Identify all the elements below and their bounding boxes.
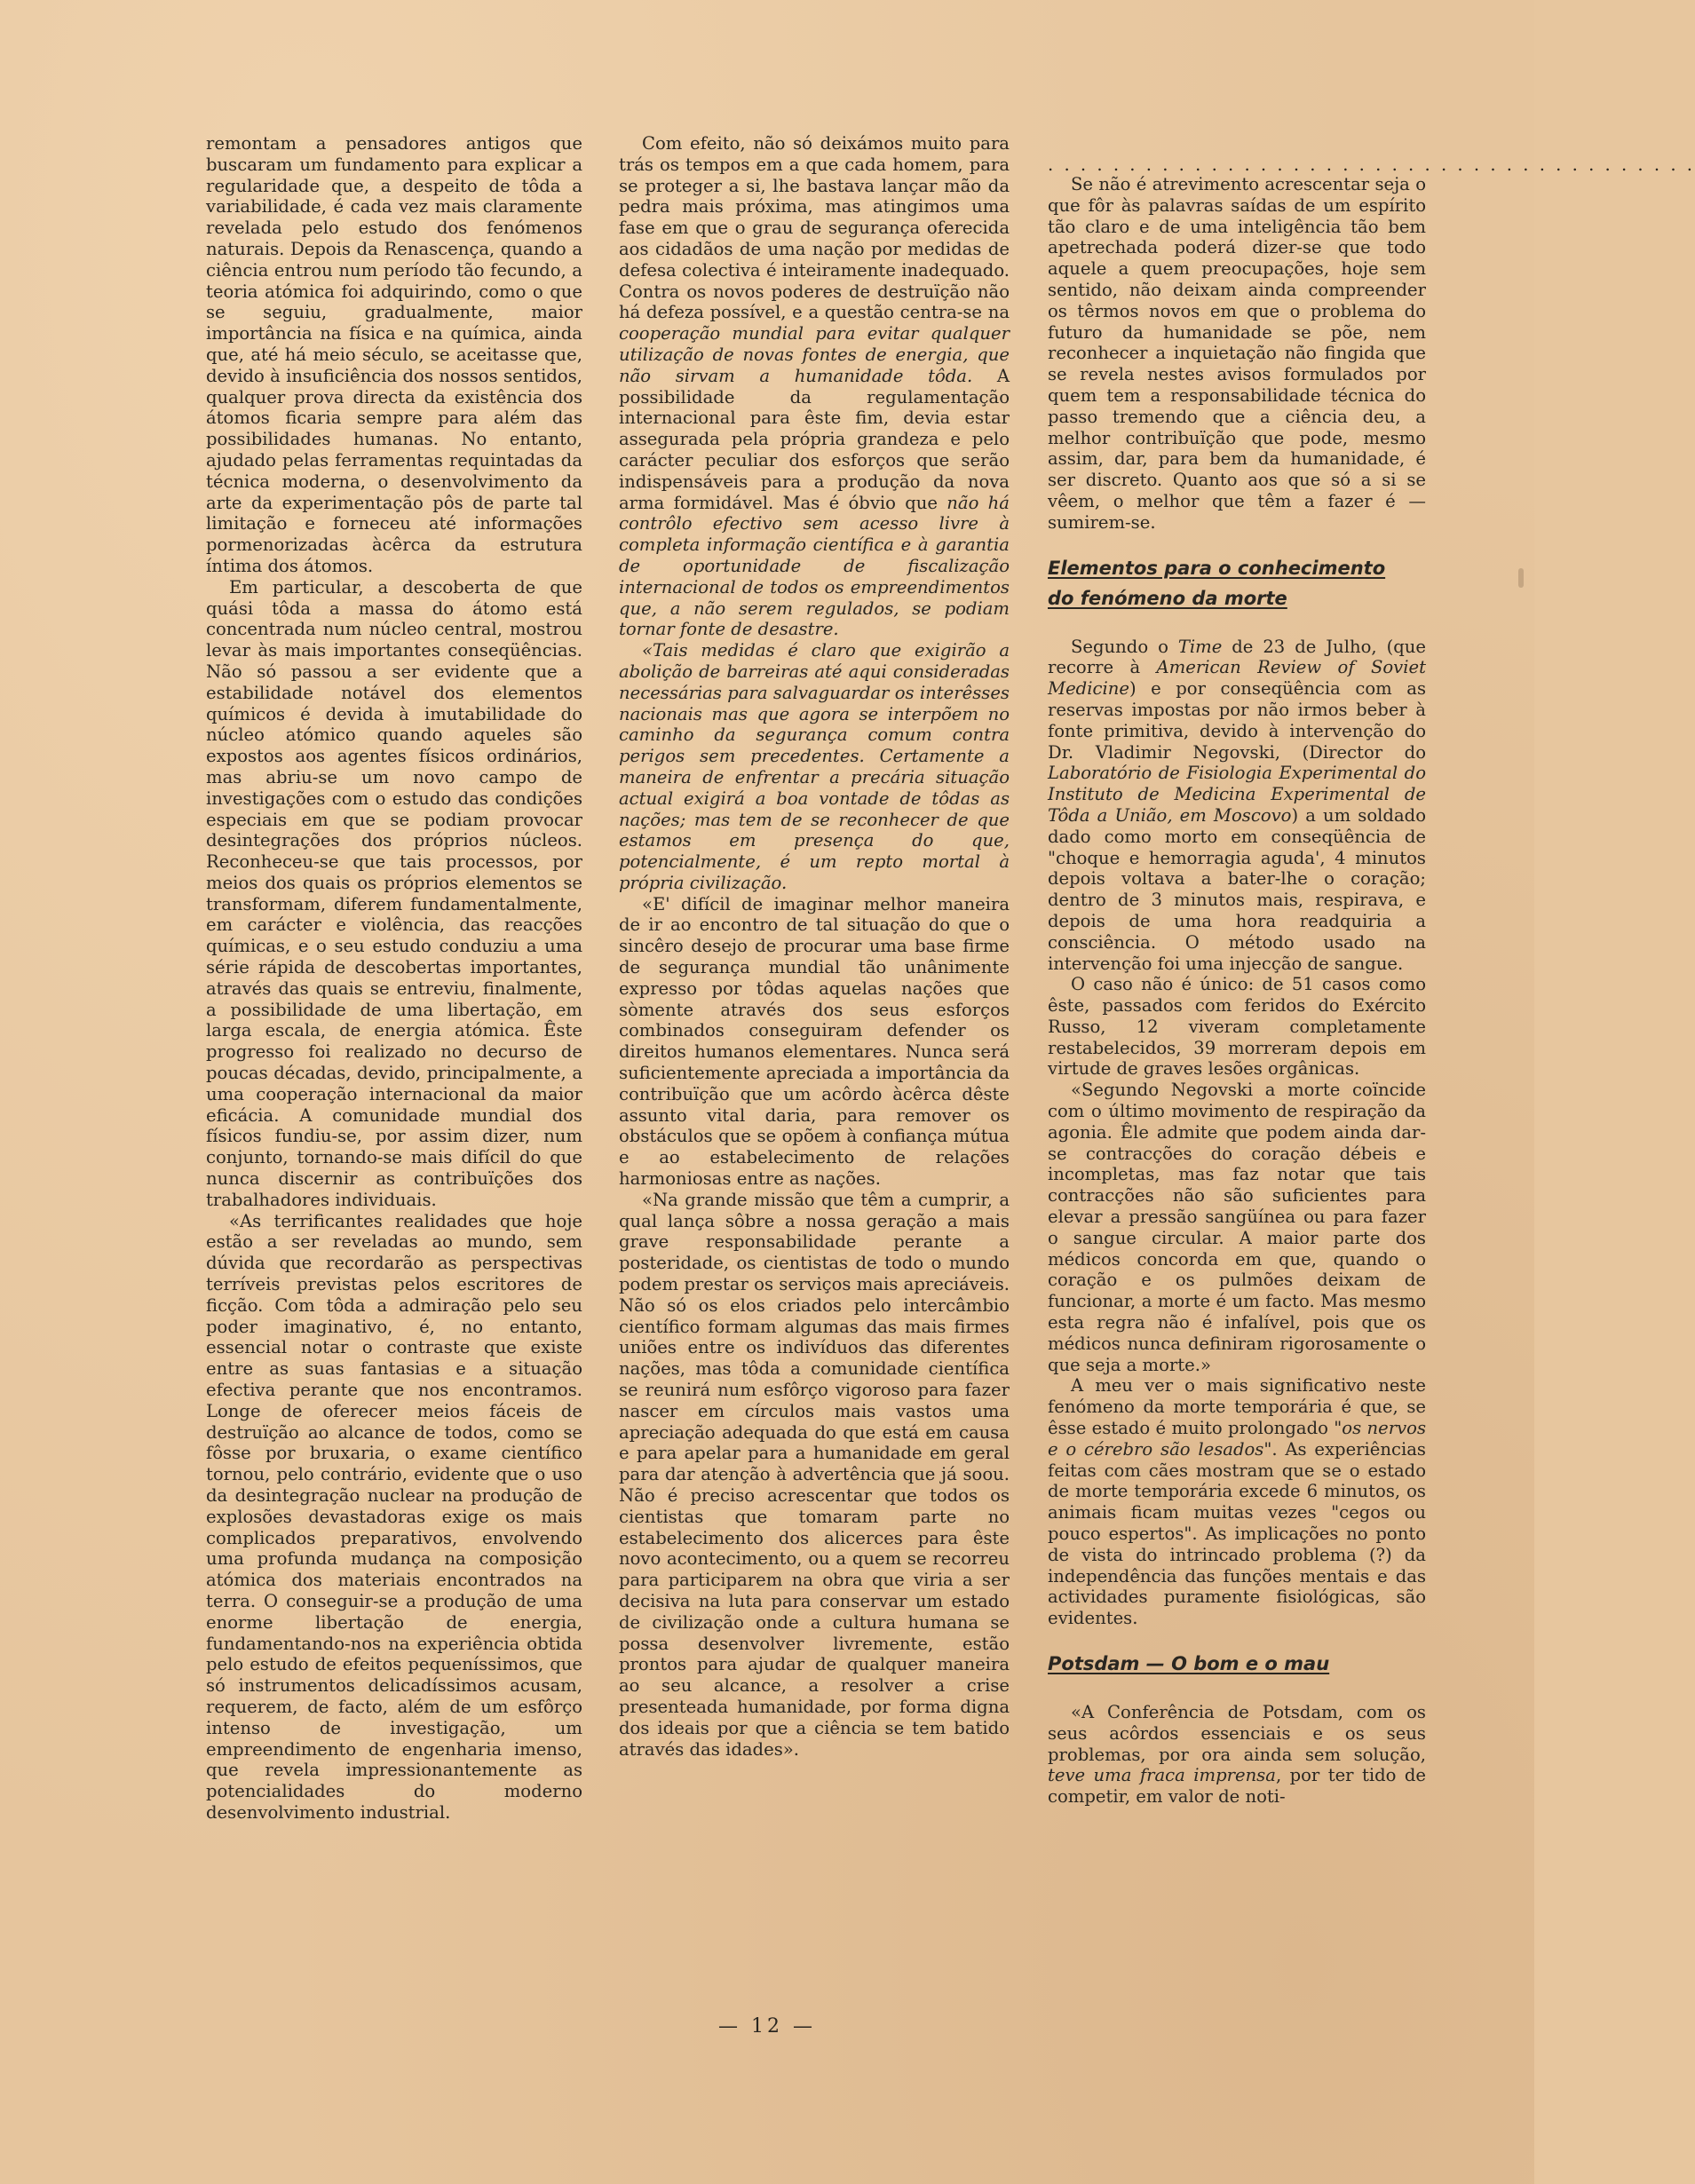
paragraph: Em particular, a descoberta de que quási tôda a massa do átomo está concentrada num núcleo central, mostrou levar às mais importantes conseqüências. Não só passou a ser evidente que a estabilidade notável dos elementos químicos é devida à imutabilidade do núcleo atómico quando aqueles são expostos aos agentes físicos ordinários, mas abriu-se um novo campo de investigações com o estudo das condições especiais em que se podiam provocar desintegrações dos próprios núcleos. Reconheceu-se que tais processos, por meios dos quais os próprios elementos se transformam, diferem fundamentalmente, em carácter e violência, das reacções químicas, e o seu estudo conduziu a uma série rápida de descobertas importantes, através das quais se entreviu, finalmente, a possibilidade de uma libertação, em larga escala, de energia atómica. Êste progresso foi realizado no decurso de poucas décadas, devido, principalmente, a uma cooperação internacional da maior eficácia. A comunidade mundial dos físicos fundiu-se, por assim dizer, num conjunto, tornando-se mais difícil do que nunca discernir as contribuïções dos trabalhadores individuais. — [206, 576, 582, 1210]
paragraph: remontam a pensadores antigos que buscaram um fundamento para explicar a regularidade que, a despeito de tôda a variabilidade, é cada vez mais claramente revelada pelo estudo dos fenómenos naturais. Depois da Renascença, quando a ciência entrou num período tão fecundo, a teoria atómica foi adquirindo, como o que se seguiu, gradualmente, maior importância na física e na química, ainda que, até há meio século, se aceitasse que, devido à insuficiência dos nossos sentidos, qualquer prova directa da existência dos átomos ficaria sempre para além das possibilidades humanas. No entanto, ajudado pelas ferramentas requintadas da técnica moderna, o desenvolvimento da arte da experimentação pôs de parte tal limitação e forneceu até informações pormenorizadas àcêrca da estrutura íntima dos átomos. — [206, 133, 582, 576]
paragraph: Segundo o Time de 23 de Julho, (que recorre à American Review of Soviet Medicine) e por conseqüência com as reservas impostas por não irmos beber à fonte primitiva, devido à intervenção do Dr. Vladimir Negovski, (Director do Laboratório de Fisiologia Experimental do Instituto de Medicina Experimental de Tôda a União, em Moscovo) a um soldado dado como morto em conseqüência de "choque e hemorragia aguda', 4 minutos depois voltava a bater-lhe o coração; dentro de 3 minutos mais, respirava, e depois de uma hora readquiria a consciência. O método usado na intervenção foi uma injecção de sangue. — [1048, 636, 1426, 974]
paragraph: Se não é atrevimento acrescentar seja o que fôr às palavras saídas de um espírito tão claro e de uma inteligência tão bem apetrechada poderá dizer-se que todo aquele a quem preocupações, hoje sem sentido, não deixam ainda compreender os têrmos novos em que o problema do futuro da humanidade se põe, nem reconhecer a inquietação não fingida que se revela nestes avisos formulados por quem tem a responsabilidade técnica do passo tremendo que a ciência deu, a melhor contribuïção que pode, mesmo assim, dar, para bem da humanidade, é ser discreto. Quanto aos que só a si se vêem, o melhor que têm a fazer é — sumirem-se. — [1048, 174, 1426, 533]
paper-mark — [1518, 568, 1524, 588]
paragraph: «As terrificantes realidades que hoje estão a ser reveladas ao mundo, sem dúvida que recordarão as perspectivas terríveis previstas pelos escritores de ficção. Com tôda a admiração pelo seu poder imaginativo, é, no entanto, essencial notar o contraste que existe entre as suas fantasias e a situação efectiva perante que nos encontramos. Longe de oferecer meios fáceis de destruïção ao alcance de todos, como se fôsse por bruxaria, o exame científico tornou, pelo contrário, evidente que o uso da desintegração nuclear na produção de explosões devastadoras exige os mais complicados preparativos, envolvendo uma profunda mudança na composição atómica dos materiais encontrados na terra. O conseguir-se a produção de uma enorme libertação de energia, fundamentando-nos na experiência obtida pelo estudo de efeitos pequeníssimos, que só instrumentos delicadíssimos acusam, requerem, de facto, além de um esfôrço intenso de investigação, um empreendimento de engenharia imenso, que revela impressionantemente as potencialidades do moderno desenvolvimento industrial. — [206, 1210, 582, 1823]
ellipsis-rule: . . . . . . . . . . . . . . . . . . . . . . . . . . . . . . . . . . . . . . . . — [1048, 154, 1695, 175]
section-heading-morte: Elementos para o conhecimento do fenómeno da morte — [1048, 557, 1386, 609]
paragraph: «A Conferência de Potsdam, com os seus acôrdos essenciais e os seus problemas, por ora ainda sem solução, teve uma fraca imprensa, por ter tido de competir, em valor de noti- — [1048, 1702, 1426, 1808]
paragraph: «Segundo Negovski a morte coïncide com o último movimento de respiração da agonia. Êle admite que podem ainda dar-se contracções do coração débeis e incompletas, mas faz notar que tais contracções não são suficientes para elevar a pressão sangüínea ou para fazer o sangue circular. A maior parte dos médicos concorda em que, quando o coração e os pulmões deixam de funcionar, a morte é um facto. Mas mesmo esta regra não é infalível, pois que os médicos nunca definiram rigorosamente o que seja a morte.» — [1048, 1080, 1426, 1375]
paragraph: O caso não é único: de 51 casos como êste, passados com feridos do Exército Russo, 12 viveram completamente restabelecidos, 39 morreram depois em virtude de graves lesões orgânicas. — [1048, 974, 1426, 1080]
page-number: — 12 — — [718, 2015, 816, 2038]
paragraph: «E' difícil de imaginar melhor maneira de ir ao encontro de tal situação do que o sincêro desejo de procurar uma base firme de segurança mundial tão unânimente expresso por tôdas aquelas nações que sòmente através dos seus esforços combinados conseguiram defender os direitos humanos elementares. Nunca será suficientemente apreciada a importância da contribuïção que um acôrdo àcêrca dêste assunto vital daria, para remover os obstáculos que se opõem à confiança mútua e ao estabelecimento de relações harmoniosas entre as nações. — [619, 893, 1010, 1190]
text-column-right — [1048, 133, 1695, 1808]
paragraph: A meu ver o mais significativo neste fenómeno da morte temporária é que, se êsse estado é muito prolongado "os nervos e o cérebro são lesados". As experiências feitas com cães mostram que se o estado de morte temporária excede 6 minutos, os animais ficam muitas vezes "cegos ou pouco espertos". As implicações no ponto de vista do intrincado problema (?) da independência das funções mentais e das actividades puramente fisiológicas, são evidentes. — [1048, 1375, 1426, 1629]
paragraph: «Na grande missão que têm a cumprir, a qual lança sôbre a nossa geração a mais grave responsabilidade perante a posteridade, os cientistas de todo o mundo podem prestar os serviços mais apreciáveis. Não só os elos criados pelo intercâmbio científico formam algumas das mais firmes uniões entre os indivíduos das diferentes nações, mas tôda a comunidade científica se reunirá num esfôrço vigoroso para fazer nascer em círculos mais vastos uma apreciação adequada do que está em causa e para apelar para a humanidade em geral para dar atenção à advertência que já soou. Não é preciso acrescentar que todos os cientistas que tomaram parte no estabelecimento dos alicerces para êste novo acontecimento, ou a quem se recorreu para participarem na obra que viria a ser decisiva na luta para conservar um estado de civilização onde a cultura humana se possa desenvolver livremente, estão prontos para ajudar de qualquer maneira ao seu alcance, a resolver a crise presenteada humanidade, por forma digna dos ideais por que a ciência se tem batido através das idades». — [619, 1189, 1010, 1760]
section-heading-potsdam: Potsdam — O bom e o mau — [1048, 1653, 1330, 1674]
text-column-middle — [619, 133, 1010, 1760]
paragraph: Com efeito, não só deixámos muito para trás os tempos em a que cada homem, para se proteger a si, lhe bastava lançar mão da pedra mais próxima, mas atingimos uma fase em que o grau de segurança oferecida aos cidadãos de uma nação por medidas de defesa colectiva é inteiramente inadequado. Contra os novos poderes de destruïção não há defeza possível, e a questão centra-se na cooperação mundial para evitar qualquer utilização de novas fontes de energia, que não sirvam a humanidade tôda. A possibilidade da regulamentação internacional para êste fim, devia estar assegurada pela própria grandeza e pelo carácter peculiar dos esforços que serão indispensáveis para a produção da nova arma formidável. Mas é óbvio que não há contrôlo efectivo sem acesso livre à completa informação científica e à garantia de oportunidade de fiscalização internacional de todos os empreendimentos que, a não serem regulados, se podiam tornar fonte de desastre. — [619, 133, 1010, 640]
text-column-left — [206, 133, 582, 1824]
paragraph-quote-italic: «Tais medidas é claro que exigirão a abolição de barreiras até aqui consideradas necessárias para salvaguardar os interêsses nacionais mas que agora se interpõem no caminho da segurança comum contra perigos sem precedentes. Certamente a maneira de enfrentar a precária situação actual exigirá a boa vontade de tôdas as nações; mas tem de se reconhecer de que estamos em presença do que, potencialmente, é um repto mortal à própria civilização. — [619, 640, 1010, 893]
